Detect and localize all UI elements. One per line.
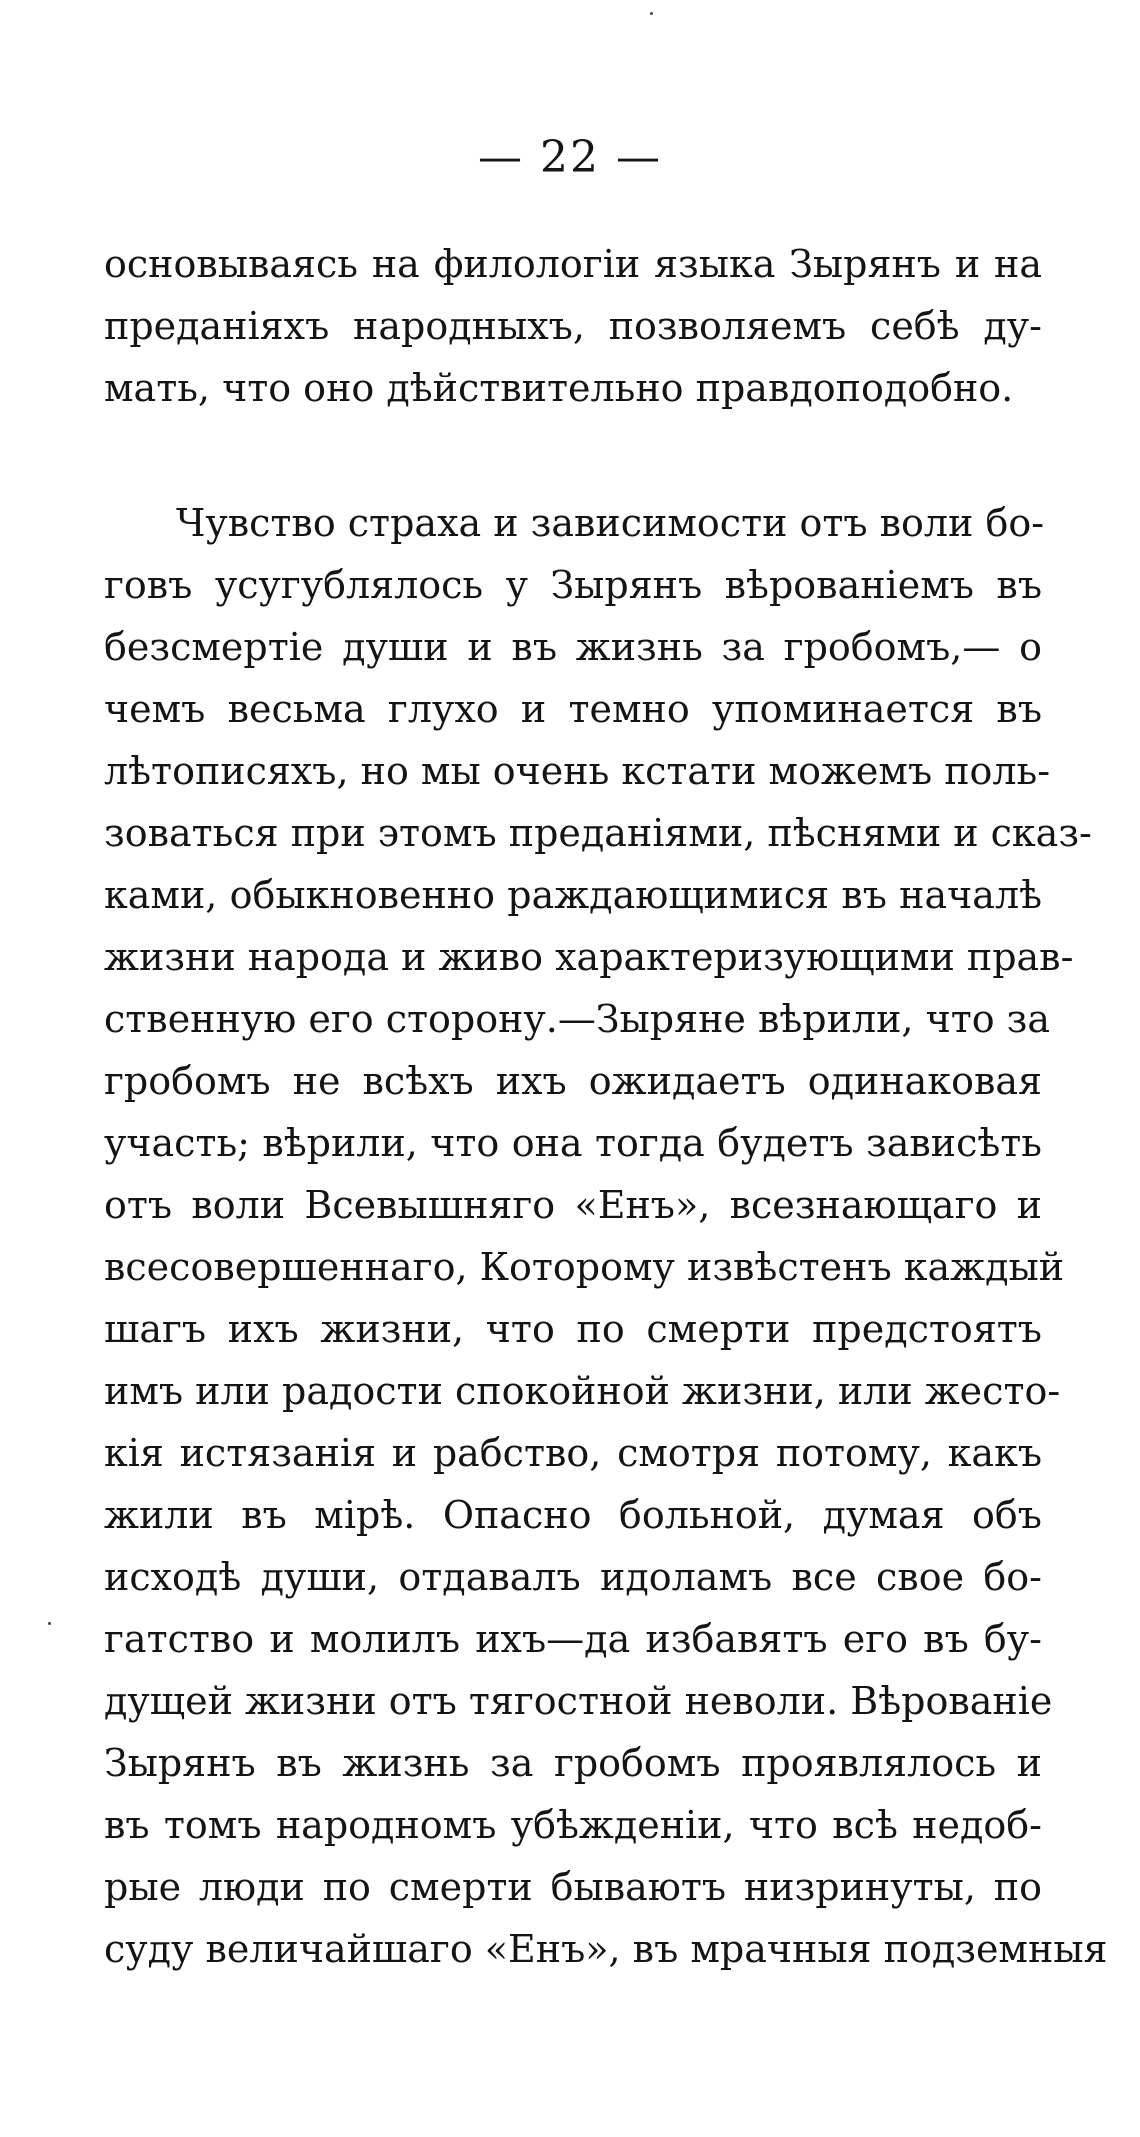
text-line: исходѣ души, отдавалъ идоламъ все свое бо- (104, 1555, 1042, 1599)
text-line: Чувство страха и зависимости отъ воли бо- (176, 501, 1045, 545)
text-line: мать, что оно дѣйствительно правдоподобно. (104, 366, 1014, 410)
text-line: участь; вѣрили, что она тогда будетъ зависѣть (104, 1121, 1042, 1165)
print-speck (48, 1622, 51, 1625)
text-line: чемъ весьма глухо и темно упоминается въ (104, 687, 1042, 731)
text-line: всесовершеннаго, Которому извѣстенъ каждый (104, 1245, 1065, 1289)
print-speck (650, 12, 653, 15)
text-line: ками, обыкновенно раждающимися въ началѣ (104, 873, 1042, 917)
text-line: гатство и молилъ ихъ—да избавятъ его въ бу- (104, 1617, 1042, 1661)
paragraph-2 (104, 492, 1108, 1980)
text-line: жили въ мірѣ. Опасно больной, думая объ (104, 1493, 1042, 1537)
text-line: шагъ ихъ жизни, что по смерти предстоятъ (104, 1307, 1042, 1351)
text-line: безсмертіе души и въ жизнь за гробомъ,— о (104, 625, 1042, 669)
page-number: — 22 — (478, 132, 662, 183)
paragraph-1 (104, 233, 1042, 419)
text-line: преданіяхъ народныхъ, позволяемъ себѣ ду- (104, 304, 1042, 348)
text-line: рые люди по смерти бываютъ низринуты, по (104, 1865, 1042, 1909)
text-line: гробомъ не всѣхъ ихъ ожидаетъ одинаковая (104, 1059, 1042, 1103)
text-line: кія истязанія и рабство, смотря потому, какъ (104, 1431, 1042, 1475)
text-line: Зырянъ въ жизнь за гробомъ проявлялось и (104, 1741, 1042, 1785)
text-line: отъ воли Всевышняго «Енъ», всезнающаго и (104, 1183, 1042, 1227)
text-line: жизни народа и живо характеризующими прав- (104, 935, 1074, 979)
text-line: основываясь на филологіи языка Зырянъ и на (104, 242, 1042, 286)
text-line: суду величайшаго «Енъ», въ мрачныя подземныя (104, 1927, 1108, 1971)
text-line: зоваться при этомъ преданіями, пѣснями и сказ- (104, 811, 1092, 855)
text-line: говъ усугублялось у Зырянъ вѣрованіемъ въ (104, 563, 1042, 607)
text-line: ственную его сторону.—Зыряне вѣрили, что за (104, 997, 1051, 1041)
text-line: лѣтописяхъ, но мы очень кстати можемъ поль- (104, 749, 1051, 793)
text-line: дущей жизни отъ тягостной неволи. Вѣрованіе (104, 1679, 1053, 1723)
text-line: имъ или радости спокойной жизни, или жесто- (104, 1369, 1061, 1413)
text-line: въ томъ народномъ убѣжденіи, что всѣ недоб- (104, 1803, 1042, 1847)
